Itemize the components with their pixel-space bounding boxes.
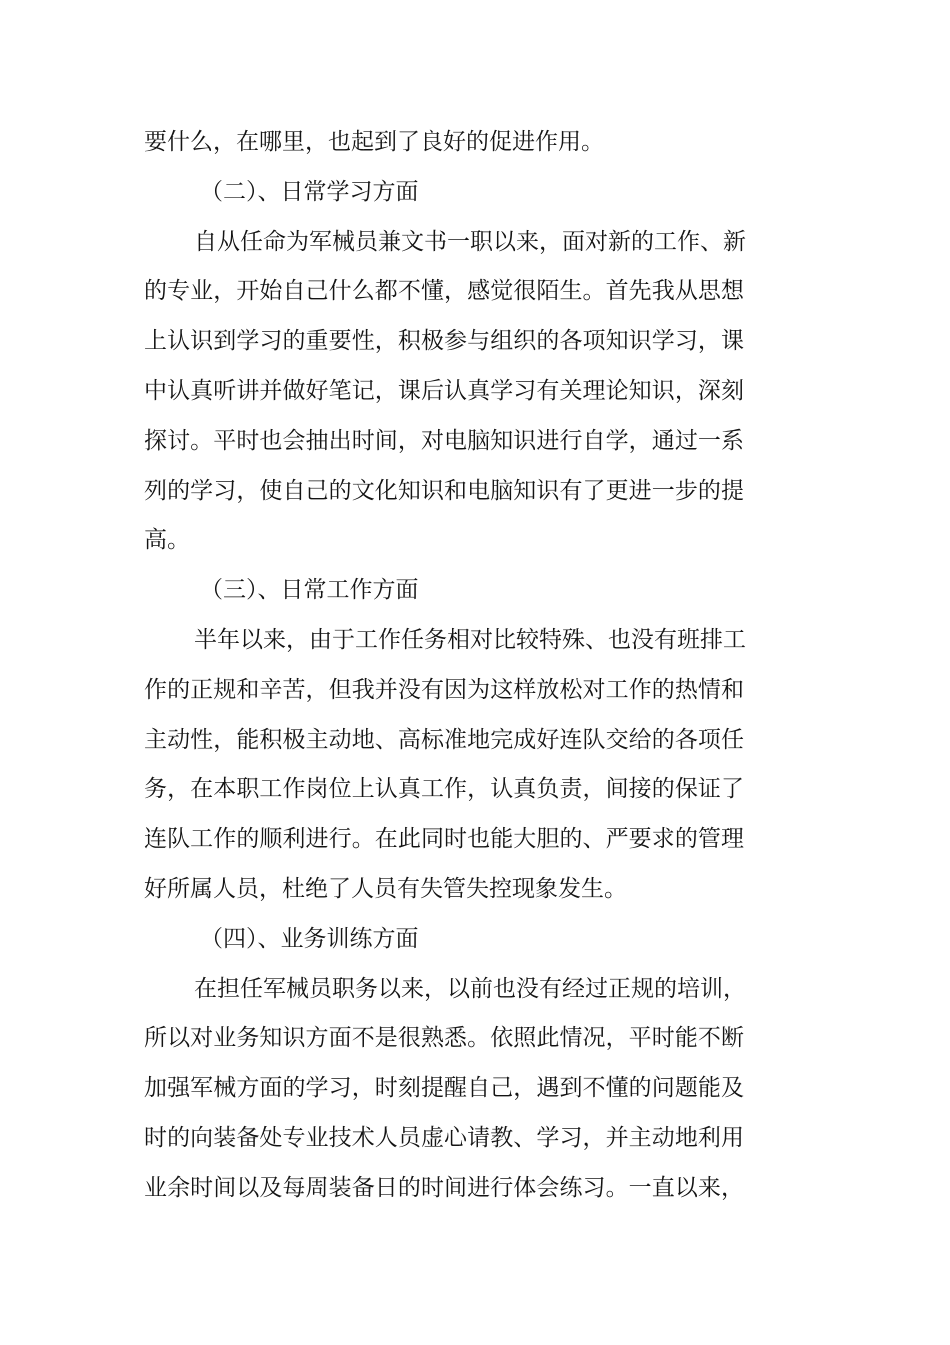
body-text-line: 加强军械方面的学习，时刻提醒自己，遇到不懂的问题能及 bbox=[144, 1075, 744, 1102]
body-text-line: 的专业，开始自己什么都不懂，感觉很陌生。首先我从思想 bbox=[144, 278, 744, 305]
body-text-line: 业余时间以及每周装备日的时间进行体会练习。一直以来， bbox=[144, 1174, 744, 1201]
body-text-line: 所以对业务知识方面不是很熟悉。依照此情况，平时能不断 bbox=[144, 1025, 744, 1052]
body-text-line: 务，在本职工作岗位上认真工作，认真负责，间接的保证了 bbox=[144, 776, 744, 803]
body-text-line: 作的正规和辛苦，但我并没有因为这样放松对工作的热情和 bbox=[144, 676, 744, 703]
body-text-line: 中认真听讲并做好笔记，课后认真学习有关理论知识，深刻 bbox=[144, 377, 744, 404]
paragraph-last-line: 高。 bbox=[144, 527, 190, 554]
body-text-line: 探讨。平时也会抽出时间，对电脑知识进行自学，通过一系 bbox=[144, 427, 744, 454]
section-heading: （四）、业务训练方面 bbox=[200, 925, 419, 952]
paragraph-last-line: 要什么，在哪里，也起到了良好的促进作用。 bbox=[144, 129, 604, 155]
section-heading: （二）、日常学习方面 bbox=[200, 178, 419, 205]
body-text-line: 列的学习，使自己的文化知识和电脑知识有了更进一步的提 bbox=[144, 477, 744, 504]
document-body bbox=[144, 118, 744, 1214]
body-text-line: 时的向装备处专业技术人员虚心请教、学习，并主动地利用 bbox=[144, 1124, 744, 1151]
body-text-line: 连队工作的顺利进行。在此同时也能大胆的、严要求的管理 bbox=[144, 826, 744, 853]
body-text-line: 主动性，能积极主动地、高标准地完成好连队交给的各项任 bbox=[144, 726, 744, 753]
paragraph-first-line: 半年以来，由于工作任务相对比较特殊、也没有班排工 bbox=[194, 626, 746, 653]
paragraph-last-line: 好所属人员，杜绝了人员有失管失控现象发生。 bbox=[144, 875, 627, 902]
paragraph-first-line: 在担任军械员职务以来，以前也没有经过正规的培训， bbox=[194, 975, 746, 1002]
paragraph-first-line: 自从任命为军械员兼文书一职以来，面对新的工作、新 bbox=[194, 228, 746, 255]
section-heading: （三）、日常工作方面 bbox=[200, 577, 419, 604]
body-text-line: 上认识到学习的重要性，积极参与组织的各项知识学习，课 bbox=[144, 328, 744, 355]
